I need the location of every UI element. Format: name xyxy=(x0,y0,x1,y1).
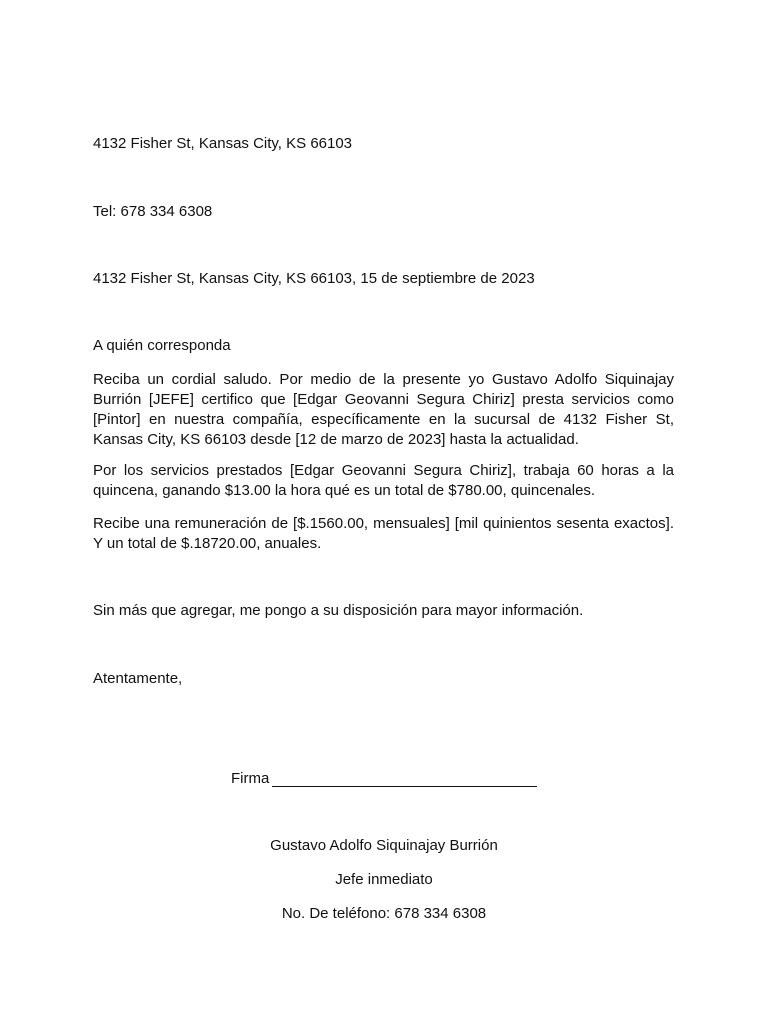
closing: Atentamente, xyxy=(93,670,183,687)
body-paragraph-hours-pay: Por los servicios prestados [Edgar Geovanni Segura Chiriz], trabaja 60 horas a la quincena, ganando $13.00 la hora qué es un total de $780.00, quincenales. xyxy=(93,462,674,499)
signer-title: Jefe inmediato xyxy=(335,871,433,888)
salutation: A quién corresponda xyxy=(93,337,231,354)
signature-line xyxy=(272,786,537,787)
signature-label: Firma xyxy=(231,770,270,787)
body-paragraph-remuneration: Recibe una remuneración de [$.1560.00, mensuales] [mil quinientos sesenta exactos]. Y un total de $.18720.00, anuales. xyxy=(93,515,674,552)
body-paragraph-certification: Reciba un cordial saludo. Por medio de la presente yo Gustavo Adolfo Siquinajay Burrión [JEFE] certifico que [Edgar Geovanni Segura Chiriz] presta servicios como [Pintor] en nuestra compañía, específicamente en la sucursal de 4132 Fisher St, Kansas City, KS 66103 desde [12 de marzo de 2023] hasta la actualidad. xyxy=(93,371,674,448)
sender-phone: Tel: 678 334 6308 xyxy=(93,203,213,220)
place-and-date: 4132 Fisher St, Kansas City, KS 66103, 15 de septiembre de 2023 xyxy=(93,270,535,287)
sender-address: 4132 Fisher St, Kansas City, KS 66103 xyxy=(93,135,353,152)
closing-sentence: Sin más que agregar, me pongo a su disposición para mayor información. xyxy=(93,602,584,619)
signer-name: Gustavo Adolfo Siquinajay Burrión xyxy=(270,837,498,854)
signer-phone: No. De teléfono: 678 334 6308 xyxy=(281,905,487,922)
